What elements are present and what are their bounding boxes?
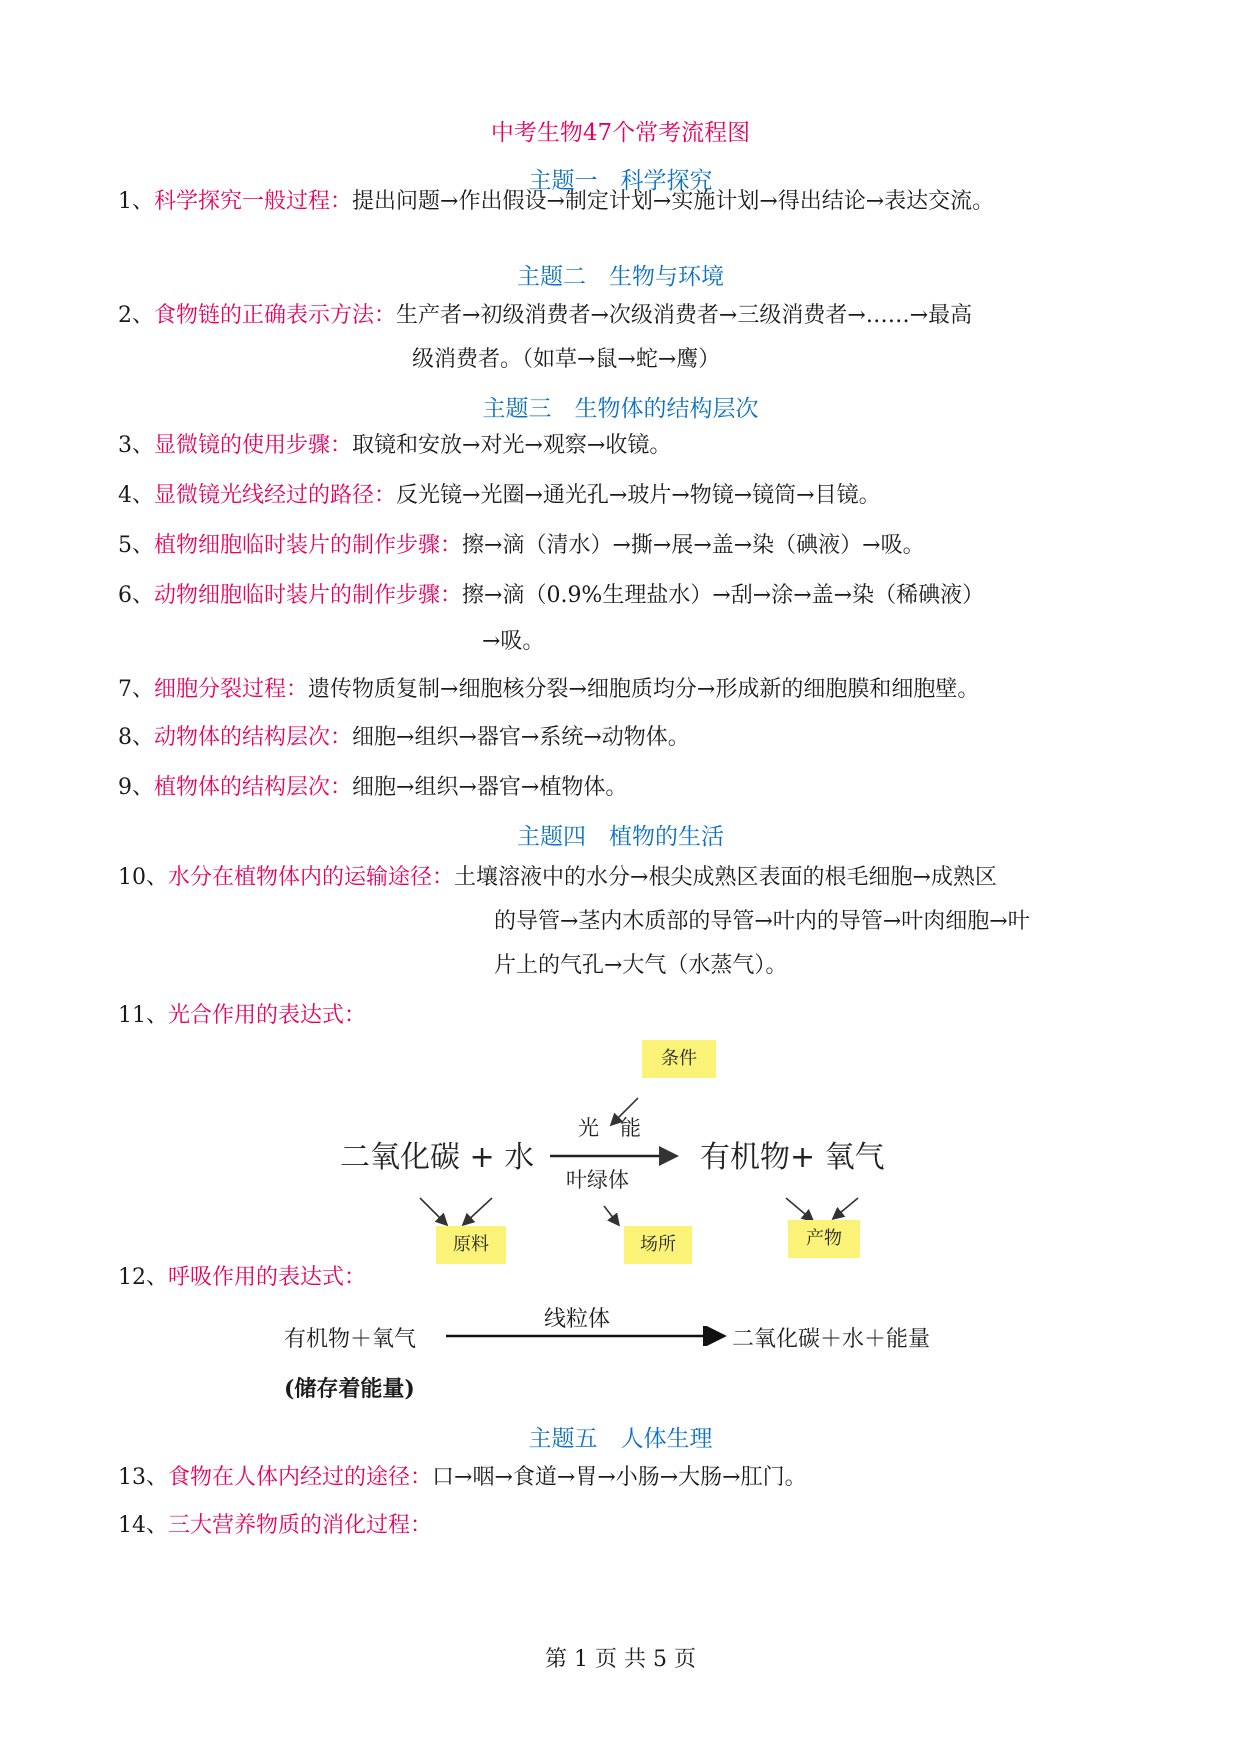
tag-product: 产物 [788, 1220, 860, 1258]
item-label: 显微镜的使用步骤： [154, 433, 353, 458]
item-label: 显微镜光线经过的路径： [154, 483, 397, 508]
item-text: 土壤溶液中的水分→根尖成熟区表面的根毛细胞→成熟区 [454, 865, 997, 890]
item-number: 10、 [118, 865, 168, 890]
condition-light-energy: 光 能 [578, 1116, 641, 1140]
item-text: 取镜和安放→对光→观察→收镜。 [352, 433, 672, 458]
item-text: 遗传物质复制→细胞核分裂→细胞质均分→形成新的细胞膜和细胞壁。 [308, 677, 980, 702]
respiration-arrow [444, 1326, 734, 1346]
item-6 [118, 574, 1128, 618]
item-5 [118, 524, 1128, 568]
item-label: 三大营养物质的消化过程： [168, 1513, 433, 1538]
item-label: 食物在人体内经过的途径： [168, 1465, 433, 1490]
item-label: 细胞分裂过程： [154, 677, 309, 702]
item-label: 光合作用的表达式： [168, 1003, 367, 1028]
item-number: 12、 [118, 1265, 168, 1290]
item-number: 5、 [118, 533, 154, 558]
item-9 [118, 766, 1128, 810]
item-10-continuation-2: 片上的气孔→大气（水蒸气）。 [494, 953, 788, 978]
page-footer: 第 1 页 共 5 页 [545, 1647, 696, 1672]
topic-heading-3: 主题三 生物体的结构层次 [482, 396, 759, 422]
topic-heading-1: 主题一 科学探究 [528, 168, 713, 194]
reactants: 二氧化碳 + 水 [340, 1140, 535, 1175]
photosynthesis-diagram [340, 1040, 920, 1255]
item-number: 8、 [118, 725, 154, 750]
item-number: 2、 [118, 303, 154, 328]
tag-raw-material: 原料 [436, 1226, 506, 1264]
respiration-site: 线粒体 [544, 1307, 611, 1332]
item-14 [118, 1504, 1128, 1548]
item-number: 6、 [118, 583, 154, 608]
item-number: 7、 [118, 677, 154, 702]
respiration-note: (储存着能量) [284, 1376, 415, 1402]
respiration-left: 有机物＋氧气 [284, 1327, 417, 1352]
item-number: 4、 [118, 483, 154, 508]
item-7 [118, 668, 1128, 712]
item-text: 擦→滴（清水）→撕→展→盖→染（碘液）→吸。 [462, 533, 925, 558]
item-11 [118, 994, 1128, 1038]
item-label: 植物细胞临时装片的制作步骤： [154, 533, 463, 558]
document-title: 中考生物47个常考流程图 [490, 120, 751, 146]
item-text: 细胞→组织→器官→系统→动物体。 [352, 725, 690, 750]
item-number: 14、 [118, 1513, 168, 1538]
item-label: 水分在植物体内的运输途径： [168, 865, 455, 890]
item-text: 生产者→初级消费者→次级消费者→三级消费者→……→最高 [396, 303, 973, 328]
item-1 [118, 180, 1128, 224]
item-4 [118, 474, 1128, 518]
item-label: 科学探究一般过程： [154, 189, 353, 214]
item-8 [118, 716, 1128, 760]
item-10 [118, 856, 1128, 900]
item-2 [118, 294, 1128, 338]
item-label: 动物体的结构层次： [154, 725, 353, 750]
item-label: 呼吸作用的表达式： [168, 1265, 367, 1290]
item-12 [118, 1256, 1128, 1300]
item-text: 提出问题→作出假设→制定计划→实施计划→得出结论→表达交流。 [352, 189, 995, 214]
item-text: 细胞→组织→器官→植物体。 [352, 775, 628, 800]
topic-heading-4: 主题四 植物的生活 [517, 824, 724, 850]
item-label: 植物体的结构层次： [154, 775, 353, 800]
products: 有机物+ 氧气 [700, 1140, 885, 1175]
site-chloroplast: 叶绿体 [566, 1168, 629, 1192]
item-13 [118, 1456, 1128, 1500]
item-2-continuation: 级消费者。（如草→鼠→蛇→鹰） [412, 347, 721, 372]
item-number: 11、 [118, 1003, 168, 1028]
item-3 [118, 424, 1128, 468]
item-number: 1、 [118, 189, 154, 214]
item-number: 9、 [118, 775, 154, 800]
topic-heading-2: 主题二 生物与环境 [517, 264, 724, 290]
item-label: 食物链的正确表示方法： [154, 303, 397, 328]
topic-heading-5: 主题五 人体生理 [528, 1426, 713, 1452]
item-number: 3、 [118, 433, 154, 458]
tag-site: 场所 [624, 1226, 692, 1264]
respiration-right: 二氧化碳＋水＋能量 [732, 1327, 931, 1352]
item-number: 13、 [118, 1465, 168, 1490]
item-10-continuation-1: 的导管→茎内木质部的导管→叶内的导管→叶肉细胞→叶 [494, 909, 1030, 934]
item-label: 动物细胞临时装片的制作步骤： [154, 583, 463, 608]
item-6-continuation: →吸。 [482, 629, 545, 654]
item-text: 反光镜→光圈→通光孔→玻片→物镜→镜筒→目镜。 [396, 483, 881, 508]
tag-condition: 条件 [642, 1040, 716, 1078]
item-text: 擦→滴（0.9%生理盐水）→刮→涂→盖→染（稀碘液） [462, 583, 985, 608]
item-text: 口→咽→食道→胃→小肠→大肠→肛门。 [432, 1465, 807, 1490]
